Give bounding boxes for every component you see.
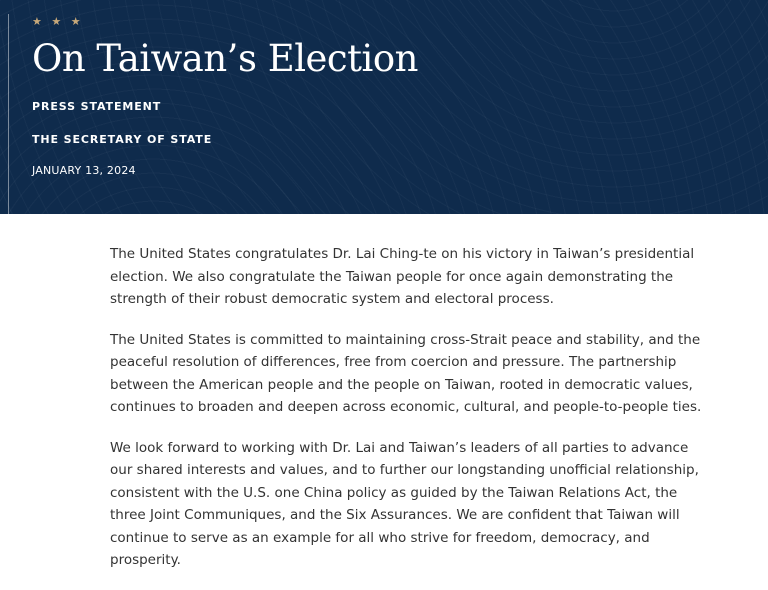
body-paragraph-3: We look forward to working with Dr. Lai and Taiwan’s leaders of all parties to advance our shared interests and values, and to further our longstanding unofficial relationship, consistent with the U.S. one China policy as guided by the Taiwan Relations Act, the three Joint Communiques, and the Six Assurances. We are confident that Taiwan will continue to serve as an example for all who strive for freedom, democracy, and prosperity.	[110, 439, 699, 568]
stars-icon: ★ ★ ★	[32, 15, 84, 28]
statement-body	[110, 243, 710, 590]
page-header	[0, 0, 768, 214]
body-paragraph-1: The United States congratulates Dr. Lai Ching-te on his victory in Taiwan’s presidential election. We also congratulate the Taiwan people for once again demonstrating the strength of their robust democratic system and electoral process.	[110, 246, 695, 307]
statement-author: THE SECRETARY OF STATE	[32, 133, 213, 146]
statement-date: JANUARY 13, 2024	[32, 164, 136, 177]
statement-type: PRESS STATEMENT	[32, 100, 162, 113]
header-vertical-rule	[8, 14, 9, 214]
page-title: On Taiwan’s Election	[32, 37, 418, 80]
body-paragraph-2: The United States is committed to maintaining cross-Strait peace and stability, and the peaceful resolution of differences, free from coercion and pressure. The partnership between the American people and the people on Taiwan, rooted in democratic values, continues to broaden and deepen across economic, cultural, and people-to-people ties.	[110, 331, 702, 415]
